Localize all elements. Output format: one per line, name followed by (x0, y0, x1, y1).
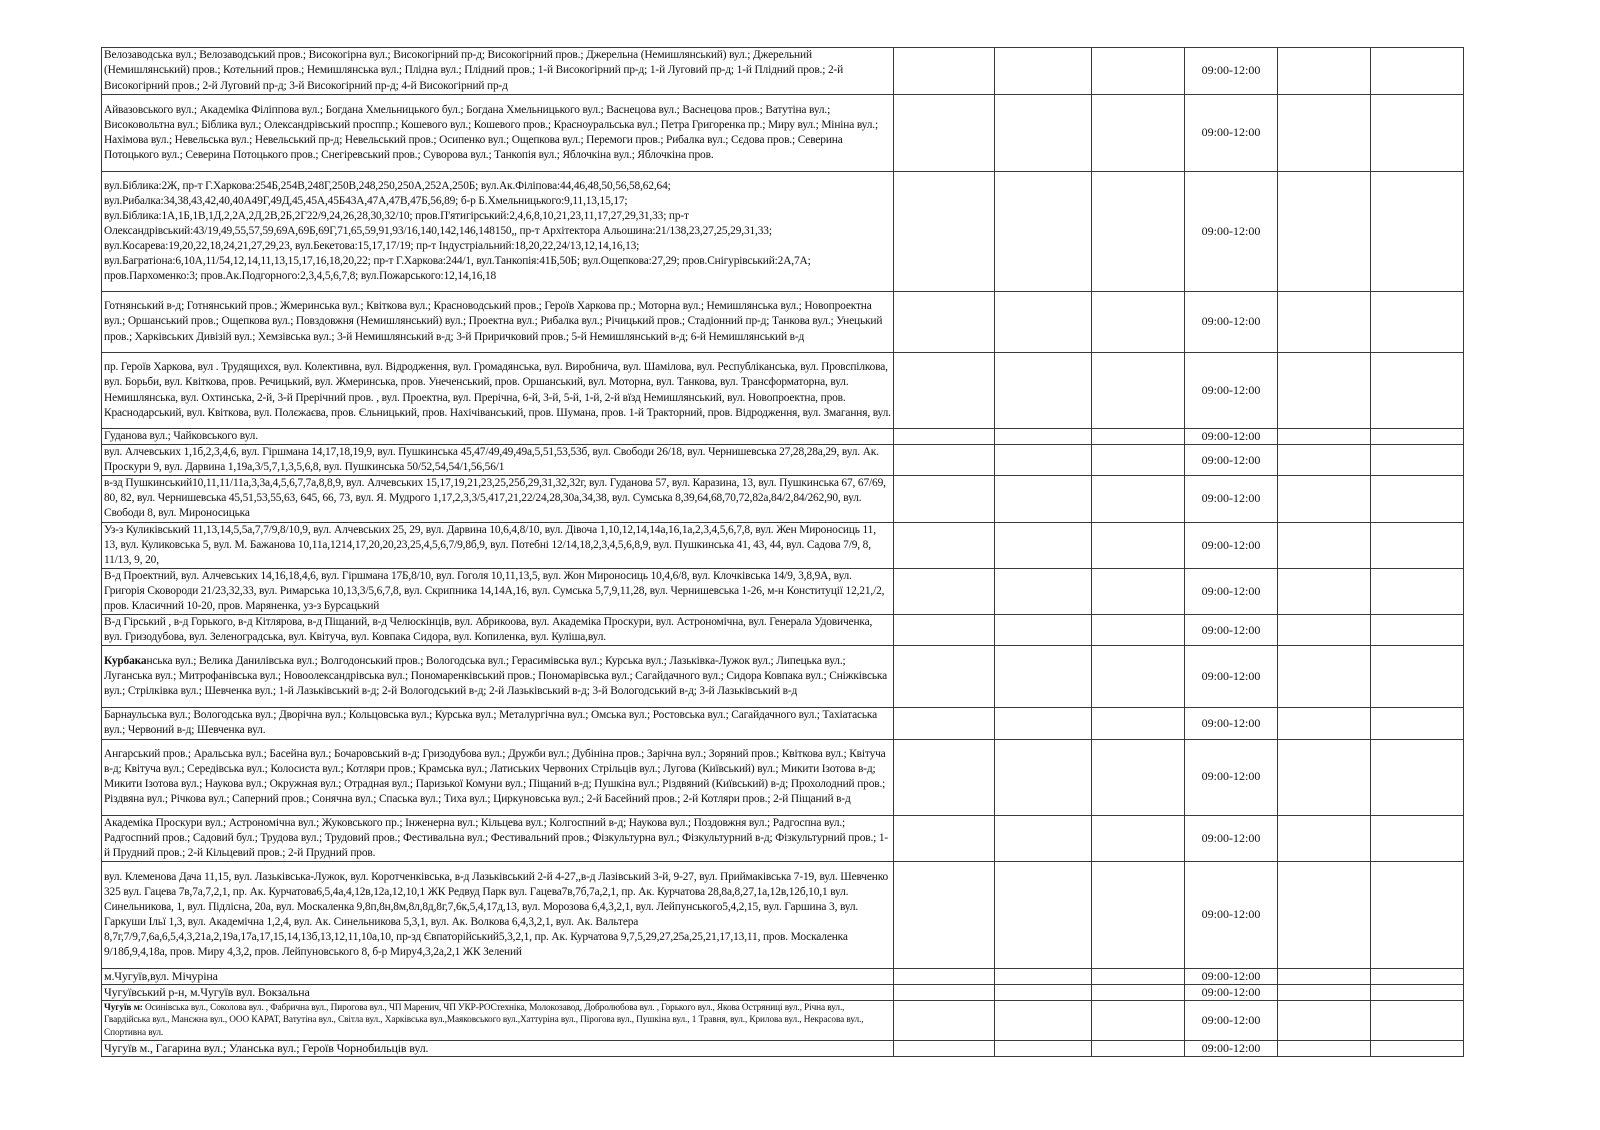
address-cell (102, 646, 894, 708)
address-cell: вул. Алчевських 1,1б,2,3,4,6, вул. Гіршмана 14,17,18,19,9, вул. Пушкинська 45,47/49,49,49а,5,51,53,53б, вул. Свободи 26/18, вул. Чернишевська 27,28,28а,29, вул. Ак. Проскури 9, вул. Дарвина 1,19а,3/5,7,1,3,5,6,8, вул. Пушкинська 50/52,54,54/1,56,56/1 (102, 445, 894, 476)
table-row (102, 815, 1464, 861)
table-row (102, 568, 1464, 614)
address-text: Осинівська вул., Соколова вул. , Фабрична вул., Пирогова вул., ЧП Маренич, ЧП УКР-РОСтехніка, Молокозавод, Добролюбова вул. , Горького вул., Якова Остряниці вул., Річна вул., Гвардійська вул., Манєжна вул., ООО КАРАТ, Ватутіна вул., Світла вул., Харківська вул.,Маяковського вул.,Хаттуріна вул., Пірогова вул., Пушкіна вул., 1 Травня, вул., Крилова вул., Некрасова вул., Спортивна вул. (104, 1003, 864, 1038)
empty-cell (1278, 429, 1371, 445)
empty-cell (1371, 292, 1464, 353)
empty-cell (995, 476, 1092, 522)
empty-cell (894, 861, 995, 968)
table-row (102, 615, 1464, 646)
empty-cell (1371, 708, 1464, 739)
time-cell: 09:00-12:00 (1185, 968, 1278, 984)
address-cell: пр. Героїв Харкова, вул . Трудящихся, вул. Колективна, вул. Відродження, вул. Громадянська, вул. Виробнича, вул. Шамілова, вул. Республіканська, вул. Провспілкова, вул. Борьби, вул. Квіткова, пров. Речицький, вул. Жмеринська, пров. Унеченський, пров. Оршанський, вул. Моторна, вул. Танкова, вул. Трансформаторна, вул. Немишлянська, вул. Охтинська, 2-й, 3-й Прерічний пров. , вул. Проектна, вул. Прерічна, 6-й, 3-й, 5-й, 1-й, 2-й вїзд Немишлянський, вул. Новопроектна, пров. Краснодарський, вул. Квіткова, вул. Полєжаєва, пров. Єльницький, пров. Нахічіванський, пров. Шумана, пров. 1-й Тракторний, пров. Відродження, вул. Змагання, вул. (102, 353, 894, 429)
address-text: нська вул.; Велика Данилівська вул.; Волгодонський пров.; Вологодська вул.; Герасимівська вул.; Курська вул.; Лазьківка-Лужок вул.; Липецька вул.; Луганська вул.; Митрофанівська вул.; Новоолександрівська вул.; Пономаренківський пров.; Пономарівська вул.; Сагайдачного вул.; Сидора Ковпака вул.; Сніжківська вул.; Стрілківка вул.; Шевченка вул.; 1-й Лазьківський в-д; 2-й Вологодський в-д; 2-й Лазьківський в-д; 3-й Вологодський в-д; 3-й Лазьківський в-д (104, 655, 888, 698)
empty-cell (1371, 172, 1464, 292)
empty-cell (1278, 1040, 1371, 1056)
address-cell: Айвазовського вул.; Академіка Філіппова вул.; Богдана Хмельницького бул.; Богдана Хмельницького вул.; Васнецова вул.; Васнецова пров.; Ватутіна вул.; Високовольтна вул.; Біблика вул.; Олександрівський просппр.; Кошевого вул.; Кошевого пров.; Красноуральська вул.; Петра Григоренка пр.; Миру вул.; Мініна вул.; Нахімова вул.; Невельська вул.; Невельський пр-д; Невельський пров.; Осипенко вул.; Ощепкова вул.; Перемоги пров.; Рибалка вул.; Сєдова пров.; Северина Потоцького вул.; Северина Потоцького пров.; Снегіревський пров.; Суворова вул.; Танкопія вул.; Яблочкіна вул.; Яблочкіна пров. (102, 95, 894, 172)
time-cell: 09:00-12:00 (1185, 861, 1278, 968)
empty-cell (1371, 476, 1464, 522)
time-cell: 09:00-12:00 (1185, 476, 1278, 522)
time-cell: 09:00-12:00 (1185, 95, 1278, 172)
empty-cell (1371, 739, 1464, 815)
empty-cell (1092, 429, 1185, 445)
address-cell: Готнянський в-д; Готнянський пров.; Жмеринська вул.; Квіткова вул.; Красноводський пров.; Героїв Харкова пр.; Моторна вул.; Немишлянська вул.; Новопроектна вул.; Оршанський пров.; Ощепкова вул.; Повздовжня (Немишлянський) вул.; Проектна вул.; Рибалка вул.; Річицький пров.; Стадіонний пр-д; Танкова вул.; Унецький пров.; Харківських Дивізій вул.; Хемзівська вул.; 3-й Немишлянський в-д; 3-й Приричковий пров.; 5-й Немишлянський в-д; 6-й Немишлянський в-д (102, 292, 894, 353)
empty-cell (1092, 476, 1185, 522)
table-row (102, 353, 1464, 429)
empty-cell (1278, 739, 1371, 815)
empty-cell (1092, 522, 1185, 568)
time-cell: 09:00-12:00 (1185, 429, 1278, 445)
empty-cell (894, 1000, 995, 1040)
empty-cell (894, 445, 995, 476)
address-cell: Ангарський пров.; Аральська вул.; Басейна вул.; Бочаровський в-д; Гризодубова вул.; Дружби вул.; Дубініна пров.; Зарічна вул.; Зоряний пров.; Квіткова вул.; Квітуча в-д; Квітуча вул.; Середівська вул.; Колосиста вул.; Котляри пров.; Крамська вул.; Латиських Червоних Стрільців вул.; Лугова (Київський) вул.; Микити Ізотова в-д; Микити Ізотова вул.; Наукова вул.; Окружная вул.; Отрадная вул.; Паризької Комуни вул.; Піщаний в-д; Пушкіна вул.; Різдвяний (Київський) в-д; Прохолодний пров.; Різдвяна вул.; Річкова вул.; Саперний пров.; Сонячна вул.; Спаська вул.; Тиха вул.; Циркуновська вул.; 2-й Басейний пров.; 2-й Котляри пров.; 2-й Піщаний в-д (102, 739, 894, 815)
empty-cell (894, 95, 995, 172)
table-row (102, 48, 1464, 95)
empty-cell (995, 708, 1092, 739)
address-cell: В-д Гірський , в-д Горького, в-д Кітлярова, в-д Піщаний, в-д Челюскінців, вул. Абрикоова, вул. Академіка Проскури, вул. Астрономічна, вул. Генерала Удовиченка, вул. Гризодубова, вул. Зеленоградська, вул. Квітуча, вул. Ковпака Сидора, вул. Копиленка, вул. Куліша,вул. (102, 615, 894, 646)
empty-cell (995, 292, 1092, 353)
empty-cell (1092, 353, 1185, 429)
empty-cell (1371, 522, 1464, 568)
empty-cell (894, 429, 995, 445)
empty-cell (995, 646, 1092, 708)
empty-cell (1371, 353, 1464, 429)
empty-cell (1092, 646, 1185, 708)
empty-cell (1371, 646, 1464, 708)
empty-cell (1278, 708, 1371, 739)
empty-cell (1092, 172, 1185, 292)
address-cell: Чугуївський р-н, м.Чугуїв вул. Вокзальна (102, 984, 894, 1000)
locality-prefix: Чугуїв м: (104, 1003, 143, 1014)
empty-cell (1278, 984, 1371, 1000)
empty-cell (995, 48, 1092, 95)
address-cell: В-д Проектний, вул. Алчевських 14,16,18,4,6, вул. Гіршмана 17Б,8/10, вул. Гоголя 10,11,13,5, вул. Жон Мироносиць 10,4,6/8, вул. Клочківська 14/9, 3,8,9А, вул. Григорія Сковороди 21/23,32,33, вул. Римарська 10,13,3/5,6,7,8, вул. Скрипника 14,14А,16, вул. Сумська 5,7,9,11,28, вул. Чернишевська 1-26, м-н Конституції 12,21,/2, пров. Класичний 10-20, пров. Маряненка, уз-з Бурсацький (102, 568, 894, 614)
empty-cell (995, 353, 1092, 429)
table-row (102, 739, 1464, 815)
empty-cell (894, 476, 995, 522)
empty-cell (995, 95, 1092, 172)
empty-cell (894, 615, 995, 646)
empty-cell (1371, 861, 1464, 968)
empty-cell (894, 292, 995, 353)
empty-cell (1278, 815, 1371, 861)
empty-cell (1092, 739, 1185, 815)
time-cell: 09:00-12:00 (1185, 568, 1278, 614)
table-row (102, 1040, 1464, 1056)
empty-cell (1092, 292, 1185, 353)
empty-cell (995, 172, 1092, 292)
address-cell: Барнаульська вул.; Вологодська вул.; Дворічна вул.; Кольцовська вул.; Курська вул.; Металургічна вул.; Омська вул.; Ростовська вул.; Сагайдачного вул.; Таxіатаська вул.; Червоний в-д; Шевченка вул. (102, 708, 894, 739)
table-row (102, 445, 1464, 476)
empty-cell (1371, 1040, 1464, 1056)
schedule-body (102, 48, 1464, 1057)
outage-schedule-table (101, 47, 1464, 1057)
time-cell: 09:00-12:00 (1185, 815, 1278, 861)
empty-cell (894, 708, 995, 739)
table-row (102, 522, 1464, 568)
empty-cell (1371, 1000, 1464, 1040)
empty-cell (1371, 984, 1464, 1000)
empty-cell (1092, 815, 1185, 861)
time-cell: 09:00-12:00 (1185, 1000, 1278, 1040)
table-row (102, 984, 1464, 1000)
empty-cell (1371, 48, 1464, 95)
empty-cell (894, 48, 995, 95)
empty-cell (1092, 615, 1185, 646)
time-cell: 09:00-12:00 (1185, 646, 1278, 708)
empty-cell (1092, 984, 1185, 1000)
empty-cell (1092, 445, 1185, 476)
empty-cell (894, 568, 995, 614)
empty-cell (995, 1000, 1092, 1040)
time-cell: 09:00-12:00 (1185, 615, 1278, 646)
table-row (102, 861, 1464, 968)
empty-cell (1092, 568, 1185, 614)
empty-cell (995, 815, 1092, 861)
table-row (102, 429, 1464, 445)
empty-cell (995, 1040, 1092, 1056)
table-row (102, 968, 1464, 984)
empty-cell (1278, 292, 1371, 353)
empty-cell (995, 968, 1092, 984)
time-cell: 09:00-12:00 (1185, 984, 1278, 1000)
empty-cell (1371, 445, 1464, 476)
table-row (102, 292, 1464, 353)
empty-cell (995, 984, 1092, 1000)
table-row (102, 646, 1464, 708)
table-row (102, 95, 1464, 172)
empty-cell (894, 815, 995, 861)
empty-cell (1278, 968, 1371, 984)
empty-cell (1092, 1040, 1185, 1056)
empty-cell (894, 172, 995, 292)
empty-cell (1278, 95, 1371, 172)
address-cell: Академіка Проскури вул.; Астрономічна вул.; Жуковського пр.; Інженерна вул.; Кільцева вул.; Колгоспний в-д; Наукова вул.; Поздовжня вул.; Радгоспна вул.; Радгоспний пров.; Садовий бул.; Трудова вул.; Трудовий пров.; Фестивальна вул.; Фестивальний пров.; Фізкультурна вул.; Фізкультурний в-д; Фізкультурний пров.; 1-й Прудний пров.; 2-й Кільцевий пров.; 2-й Прудний пров. (102, 815, 894, 861)
empty-cell (894, 1040, 995, 1056)
empty-cell (995, 568, 1092, 614)
address-cell: вул. Клеменова Дача 11,15, вул. Лазьківська-Лужок, вул. Коротченківська, в-д Лазьківський 2-й 4-27,,в-д Лазівський 3-й, 9-27, вул. Приймаківська 7-19, вул. Шевченко 325 вул. Гацева 7в,7а,7,2,1, пр. Ак. Курчатова6,5,4а,4,12в,12а,12,10,1 ЖК Редвуд Парк вул. Гацева7в,7б,7а,2,1, пр. Ак. Курчатова 28,8а,8,27,1а,12в,12б,10,1 вул. Синельникова, 1, вул. Підлісна, 20а, вул. Москаленка 9,8п,8н,8м,8л,8д,8г,7,6к,5,4,17д,13, вул. Морозова 6,4,3,2,1, вул. Лейпунського5,4,2,15, вул. Гаршина 3, вул. Гаркуши Ільї 1,3, вул. Академічна 1,2,4, вул. Ак. Синельникова 5,3,1, вул. Ак. Волкова 6,4,3,2,1, вул. Ак. Вальтера 8,7г,7/9,7,6а,6,5,4,3,21а,2,19а,17а,17,15,14,13б,13,12,11,10а,10, пр-зд Євпаторійський5,3,2,1, пр. Ак. Курчатова 9,7,5,29,27,25а,25,21,17,13,11, пров. Москаленка 9/18б,9,4,18а, пров. Миру 4,3,2, пров. Лейпуновського 8, б-р Миру4,3,2а,2,1 ЖК Зелений (102, 861, 894, 968)
empty-cell (1278, 48, 1371, 95)
address-cell: вул.Біблика:2Ж, пр-т Г.Харкова:254Б,254В,248Г,250В,248,250,250А,252А,250Б; вул.Ак.Філіпова:44,46,48,50,56,58,62,64; вул.Рибалка:34,38,43,42,40,40А49Г,49Д,45,45А,45Б43А,47А,47В,47Б,56,89; б-р Б.Хмельницького:9,11,13,15,17; вул.Біблика:1А,1Б,1В,1Д,2,2А,2Д,2В,2Б,2Г22/9,24,26,28,30,32/10; пров.П'ятигірський:2,4,6,8,10,21,23,11,17,27,29,31,33; пр-т Олександрівський:43/19,49,55,57,59,69А,69Б,69Г,71,65,59,91,93/16,140,142,146,148150,, пр-т Архітектора Альошина:21/138,23,27,25,29,31,33; вул.Косарева:19,20,22,18,24,21,27,29,23, вул.Бекетова:15,17,17/19; пр-т Індустріальний:18,20,22,24/13,12,14,16,13; вул.Багратіона:6,10А,11/54,12,14,11,13,15,17,16,18,20,22; пр-т Г.Харкова:244/1, вул.Танкопія:41Б,50Б; вул.Ощепкова:27,29; пров.Снігурівський:2А,7А; пров.Пархоменко:3; пров.Ак.Подгорного:2,3,4,5,6,7,8; вул.Пожарського:12,14,16,18 (102, 172, 894, 292)
table-row (102, 1000, 1464, 1040)
table-row (102, 476, 1464, 522)
empty-cell (1278, 861, 1371, 968)
empty-cell (1092, 968, 1185, 984)
empty-cell (1371, 568, 1464, 614)
empty-cell (995, 429, 1092, 445)
empty-cell (894, 968, 995, 984)
address-cell (102, 1000, 894, 1040)
time-cell: 09:00-12:00 (1185, 739, 1278, 815)
time-cell: 09:00-12:00 (1185, 445, 1278, 476)
empty-cell (1092, 708, 1185, 739)
time-cell: 09:00-12:00 (1185, 353, 1278, 429)
empty-cell (1278, 476, 1371, 522)
time-cell: 09:00-12:00 (1185, 172, 1278, 292)
empty-cell (1278, 615, 1371, 646)
empty-cell (1371, 815, 1464, 861)
empty-cell (894, 984, 995, 1000)
time-cell: 09:00-12:00 (1185, 48, 1278, 95)
locality-prefix: Курбака (104, 655, 147, 668)
empty-cell (1092, 1000, 1185, 1040)
empty-cell (1278, 522, 1371, 568)
address-cell: Гуданова вул.; Чайковського вул. (102, 429, 894, 445)
empty-cell (1371, 615, 1464, 646)
empty-cell (1371, 968, 1464, 984)
address-cell: Чугуїв м., Гагарина вул.; Уланська вул.; Героїв Чорнобильців вул. (102, 1040, 894, 1056)
address-cell: Уз-з Куликівський 11,13,14,5,5а,7,7/9,8/10,9, вул. Алчевських 25, 29, вул. Дарвина 10,6,4,8/10, вул. Дівоча 1,10,12,14,14а,16,1а,2,3,4,5,6,7,8, вул. Жен Мироносиць 11, 13, вул. Куликовська 5, вул. М. Бажанова 10,11а,1214,17,20,20,23,25,4,5,6,7/9,8б,9, вул. Потебні 12/14,18,2,3,4,5,6,8,9, вул. Пушкинська 41, 43, 44, вул. Садова 7/9, 8, 11/13, 9, 20, (102, 522, 894, 568)
table-row (102, 172, 1464, 292)
empty-cell (1092, 95, 1185, 172)
empty-cell (1278, 172, 1371, 292)
empty-cell (894, 522, 995, 568)
empty-cell (894, 646, 995, 708)
empty-cell (995, 739, 1092, 815)
time-cell: 09:00-12:00 (1185, 292, 1278, 353)
empty-cell (1278, 353, 1371, 429)
empty-cell (1278, 445, 1371, 476)
empty-cell (995, 522, 1092, 568)
address-cell: м.Чугуїв,вул. Мічуріна (102, 968, 894, 984)
empty-cell (1278, 1000, 1371, 1040)
empty-cell (1371, 429, 1464, 445)
empty-cell (995, 615, 1092, 646)
empty-cell (995, 861, 1092, 968)
time-cell: 09:00-12:00 (1185, 522, 1278, 568)
address-cell: в-зд Пушкинський10,11,11/11а,3,3а,4,5,6,7,7а,8,8,9, вул. Алчевських 15,17,19,21,23,25,25б,29,31,32,32г, вул. Гуданова 57, вул. Каразина, 13, вул. Пушкинська 67, 67/69, 80, 82, вул. Чернишевська 45,51,53,55,63, 645, 66, 73, вул. Я. Мудрого 1,17,2,3,3/5,417,21,22/24,28,30а,34,38, вул. Сумська 8,39,64,68,70,72,82а,84/2,84/262,90, вул. Свободи 8, вул. Мироносицька (102, 476, 894, 522)
time-cell: 09:00-12:00 (1185, 708, 1278, 739)
empty-cell (1371, 95, 1464, 172)
empty-cell (894, 353, 995, 429)
empty-cell (1092, 48, 1185, 95)
empty-cell (1278, 646, 1371, 708)
empty-cell (894, 739, 995, 815)
empty-cell (1278, 568, 1371, 614)
empty-cell (1092, 861, 1185, 968)
address-cell: Велозаводська вул.; Велозаводський пров.; Високогірна вул.; Високогірний пр-д; Високогірний пров.; Джерельна (Немишлянський) вул.; Джерельний (Немишлянський) пров.; Котельний пров.; Немишлянська вул.; Плідна вул.; Плідний пров.; 1-й Високогірний пр-д; 1-й Луговий пр-д; 1-й Плідний пров.; 2-й Високогірний пров.; 2-й Луговий пр-д; 3-й Високогірний пр-д; 4-й Високогірний пр-д (102, 48, 894, 95)
time-cell: 09:00-12:00 (1185, 1040, 1278, 1056)
empty-cell (995, 445, 1092, 476)
table-row (102, 708, 1464, 739)
